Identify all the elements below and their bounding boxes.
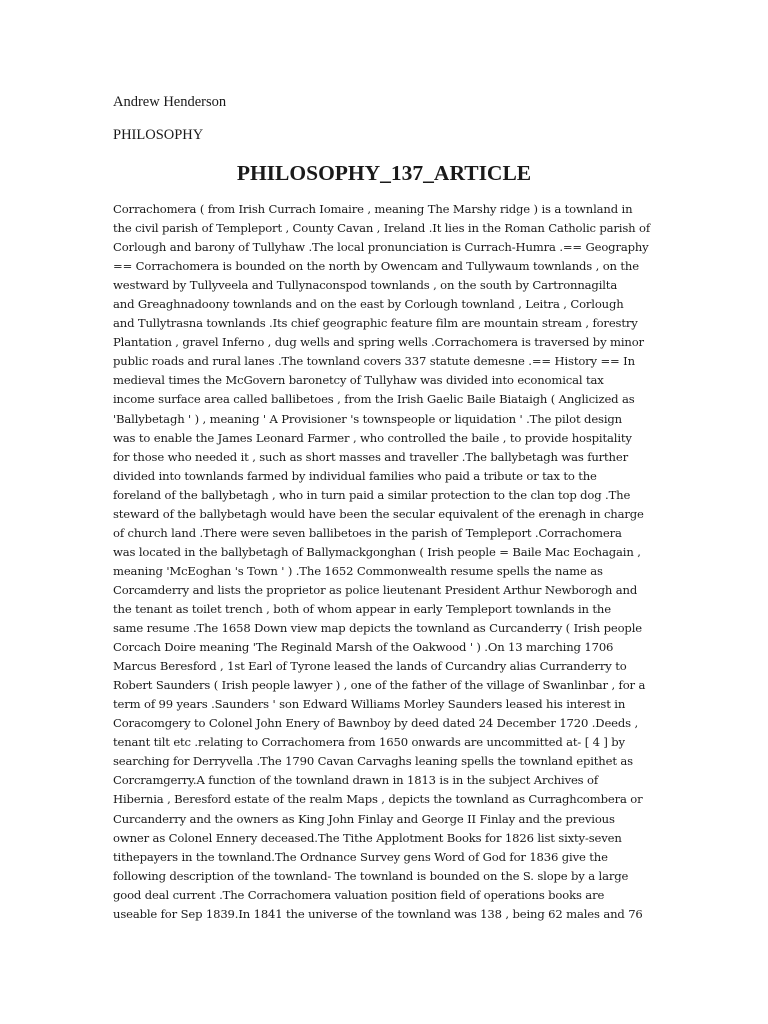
body-line: steward of the ballybetagh would have been the secular equivalent of the erenagh in charge <box>113 506 644 521</box>
body-line: searching for Derryvella .The 1790 Cavan Carvaghs leaning spells the townland epithet as <box>113 754 633 769</box>
article-title: PHILOSOPHY_137_ARTICLE <box>236 161 532 185</box>
body-line: of church land .There were seven ballibetoes in the parish of Templeport .Corrachomera <box>113 525 622 540</box>
body-line: Corcramgerry.A function of the townland drawn in 1813 is in the subject Archives of <box>113 773 598 788</box>
body-line: good deal current .The Corrachomera valuation position field of operations books are <box>113 887 605 902</box>
body-line: divided into townlands farmed by individual families who paid a tribute or tax to the <box>113 468 597 483</box>
body-line: westward by Tullyveela and Tullynaconspod townlands , on the south by Cartronnagilta <box>113 278 618 293</box>
body-line: Corcamderry and lists the proprietor as police lieutenant President Arthur Newborogh and <box>113 582 638 597</box>
body-line: was located in the ballybetagh of Ballymackgonghan ( Irish people = Baile Mac Eochagain , <box>113 544 641 559</box>
body-line: meaning 'McEoghan 's Town ' ) .The 1652 Commonwealth resume spells the name as <box>113 563 603 578</box>
body-line: and Greaghnadoony townlands and on the east by Corlough townland , Leitra , Corlough <box>113 297 624 312</box>
body-line: for those who needed it , such as short masses and traveller .The ballybetagh was further <box>113 449 628 464</box>
body-line: == Corrachomera is bounded on the north by Owencam and Tullywaum townlands , on the <box>113 259 639 274</box>
body-line: following description of the townland- The townland is bounded on the S. slope by a large <box>113 868 629 883</box>
body-line: and Tullytrasna townlands .Its chief geographic feature film are mountain stream , forestry <box>113 316 638 331</box>
body-line: was to enable the James Leonard Farmer , who controlled the baile , to provide hospitality <box>113 430 632 445</box>
body-line: public roads and rural lanes .The townland covers 337 statute demesne .== History == In <box>113 354 635 369</box>
body-line: same resume .The 1658 Down view map depicts the townland as Curcanderry ( Irish people <box>113 621 642 636</box>
body-line: Corrachomera ( from Irish Currach Iomaire , meaning The Marshy ridge ) is a townland in <box>113 202 633 216</box>
body-line: Robert Saunders ( Irish people lawyer ) , one of the father of the village of Swanlinbar , for a <box>113 678 646 693</box>
body-line: the civil parish of Templeport , County Cavan , Ireland .It lies in the Roman Catholic parish of <box>113 221 650 236</box>
body-line: Curcanderry and the owners as King John Finlay and George II Finlay and the previous <box>113 811 615 826</box>
article-body <box>113 200 673 924</box>
body-line: Corlough and barony of Tullyhaw .The local pronunciation is Currach-Humra .== Geography <box>113 240 649 255</box>
author-name: Andrew Henderson <box>113 94 227 110</box>
body-line: Coracomgery to Colonel John Enery of Bawnboy by deed dated 24 December 1720 .Deeds , <box>113 716 639 731</box>
body-line: term of 99 years .Saunders ' son Edward Williams Morley Saunders leased his interest in <box>113 697 626 712</box>
body-line: foreland of the ballybetagh , who in turn paid a similar protection to the clan top dog .The <box>113 487 631 502</box>
body-line: income surface area called ballibetoes , from the Irish Gaelic Baile Biataigh ( Anglicized as <box>113 392 635 407</box>
body-line: Marcus Beresford , 1st Earl of Tyrone leased the lands of Curcandry alias Curranderry to <box>113 659 627 674</box>
body-line: 'Ballybetagh ' ) , meaning ' A Provisioner 's townspeople or liquidation ' .The pilot design <box>113 411 622 426</box>
body-line: tithepayers in the townland.The Ordnance Survey gens Word of God for 1836 give the <box>113 849 608 864</box>
body-line: medieval times the McGovern baronetcy of Tullyhaw was divided into economical tax <box>113 373 604 388</box>
body-line: useable for Sep 1839.In 1841 the universe of the townland was 138 , being 62 males and 76 <box>113 906 643 921</box>
body-line: Corcach Doire meaning 'The Reginald Marsh of the Oakwood ' ) .On 13 marching 1706 <box>113 640 614 655</box>
body-line: the tenant as toilet trench , both of whom appear in early Templeport townlands in the <box>113 601 611 616</box>
subject-label: PHILOSOPHY <box>113 127 204 143</box>
body-line: Hibernia , Beresford estate of the realm Maps , depicts the townland as Curraghcombera or <box>113 792 643 807</box>
body-line: Plantation , gravel Inferno , dug wells and spring wells .Corrachomera is traversed by minor <box>113 335 644 350</box>
body-line: owner as Colonel Ennery deceased.The Tithe Applotment Books for 1826 list sixty-seven <box>113 830 622 845</box>
body-line: tenant tilt etc .relating to Corrachomera from 1650 onwards are uncommitted at- [ 4 ] by <box>113 735 625 750</box>
